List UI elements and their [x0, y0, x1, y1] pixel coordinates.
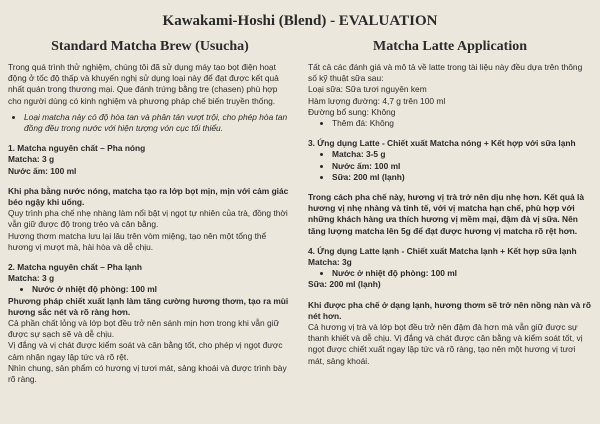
right-intro: Tất cả các đánh giá và mô tả về latte trong tài liệu này đều dựa trên thông số kỹ thuật sữa sau:	[308, 62, 583, 84]
section-2-list	[8, 284, 292, 295]
section-4-list	[308, 268, 592, 279]
section-4-summary: Khi được pha chế ở dạng lạnh, hương thơm sẽ trở nên nồng nàn và rõ nét hơn.	[308, 299, 591, 321]
section-3-title: 3. Ứng dụng Latte - Chiết xuất Matcha nóng + Kết hợp với sữa lạnh	[308, 138, 576, 149]
section-4-title: 4. Ứng dụng Latte lạnh - Chiết xuất Matcha lạnh + Kết hợp sữa lạnh	[308, 245, 577, 256]
section-4-milk: Sữa: 200 ml (lạnh)	[308, 279, 381, 290]
sweetener: Đường bổ sung: Không	[308, 106, 396, 117]
columns	[8, 38, 592, 385]
additive: • Thêm đá: Không	[332, 118, 592, 129]
section-1-water: Nước ấm: 100 ml	[8, 165, 77, 176]
milk-type: Loại sữa: Sữa tươi nguyên kem	[308, 84, 427, 95]
section-3-summary: Trong cách pha chế này, hương vị trà trở nên dịu nhẹ hơn. Kết quả là hương vị nhẹ nhàng và tinh tế, với vị matcha hạn chế, phù hợp với những khách hàng ưa thích hương vị mềm mại, đậm đà vị sữa. Nên tăng lượng matcha lên 5g để đạt được hương vị matcha rõ rệt hơn.	[308, 192, 584, 236]
section-2-text-1: Cả phần chất lỏng và lớp bọt đều trở nên sánh mịn hơn trong khi vẫn giữ được sự sạch sẽ và dễ chịu.	[8, 318, 280, 340]
milk-spec-list	[308, 118, 592, 129]
section-2-water: • Nước ở nhiệt độ phòng: 100 ml	[32, 284, 292, 295]
left-column	[8, 38, 292, 385]
section-1-title: 1. Matcha nguyên chất – Pha nóng	[8, 143, 146, 154]
note-list	[8, 112, 292, 134]
section-4-water: • Nước ở nhiệt độ phòng: 100 ml	[332, 268, 592, 279]
left-heading: Standard Matcha Brew (Usucha)	[51, 39, 249, 54]
section-2-summary: Phương pháp chiết xuất lạnh làm tăng cường hương thơm, tạo ra mùi hương sắc nét và rõ ràng hơn.	[8, 295, 289, 317]
page-title: Kawakami-Hoshi (Blend) - EVALUATION	[162, 13, 438, 29]
section-3-milk: • Sữa: 200 ml (lạnh)	[332, 172, 592, 183]
section-2-matcha: Matcha: 3 g	[8, 273, 55, 284]
section-1-summary: Khi pha bằng nước nóng, matcha tạo ra lớp bọt mịn, mịn với cảm giác béo ngậy khi uống.	[8, 185, 289, 208]
solubility-note: • Loại matcha này có độ hòa tan và phân tán vượt trội, cho phép hòa tan đồng đều trong nước với hiện tượng vón cục tối thiểu.	[24, 112, 292, 134]
section-2-title: 2. Matcha nguyên chất – Pha lạnh	[8, 262, 143, 273]
right-heading: Matcha Latte Application	[373, 39, 527, 54]
section-2-text-2: Vị đắng và vị chát được kiểm soát và cân bằng tốt, cho phép vị ngọt được cảm nhận ngay lập tức và rõ rệt.	[8, 340, 283, 362]
section-1-text-1: Quy trình pha chế nhẹ nhàng làm nổi bật vị ngọt tự nhiên của trà, đồng thời vẫn giữ được độ trong trẻo và cân bằng.	[8, 208, 288, 230]
right-column	[308, 38, 592, 385]
section-3-list	[308, 149, 592, 183]
section-4-text: Cả hương vị trà và lớp bọt đều trở nên đậm đà hơn mà vẫn giữ được sự thanh khiết và dễ chịu. Vị đắng và chát được cân bằng và kiểm soát tốt, vị ngọt được chiết xuất ngay lập tức và rõ ràng, tạo nên một hương vị tươi mát, sảng khoái.	[308, 322, 583, 366]
section-4-matcha: Matcha: 3g	[308, 257, 352, 268]
section-3-matcha: • Matcha: 3-5 g	[332, 149, 592, 160]
section-1-matcha: Matcha: 3 g	[8, 154, 55, 165]
sugar-content: Hàm lượng đường: 4,7 g trên 100 ml	[308, 95, 446, 106]
section-1-text-2: Hương thơm matcha lưu lại lâu trên vòm miệng, tạo nên một tổng thể hương vị mượt mà, hài hòa và dễ chịu.	[8, 230, 267, 252]
section-3-water: • Nước ấm: 100 ml	[332, 161, 592, 172]
left-intro: Trong quá trình thử nghiệm, chúng tôi đã sử dụng máy tạo bọt điện hoạt động ở tốc độ thấp và khuyến nghị sử dụng loại này để đạt được kết quả nhất quán trong thương mại. Que đánh trứng bằng tre (chasen) phù hợp cho người dùng có kinh nghiệm và phương pháp chế biến truyền thống.	[8, 62, 279, 106]
section-2-text-3: Nhìn chung, sản phẩm có hương vị tươi mát, sảng khoái và được trình bày rõ ràng.	[8, 362, 287, 385]
